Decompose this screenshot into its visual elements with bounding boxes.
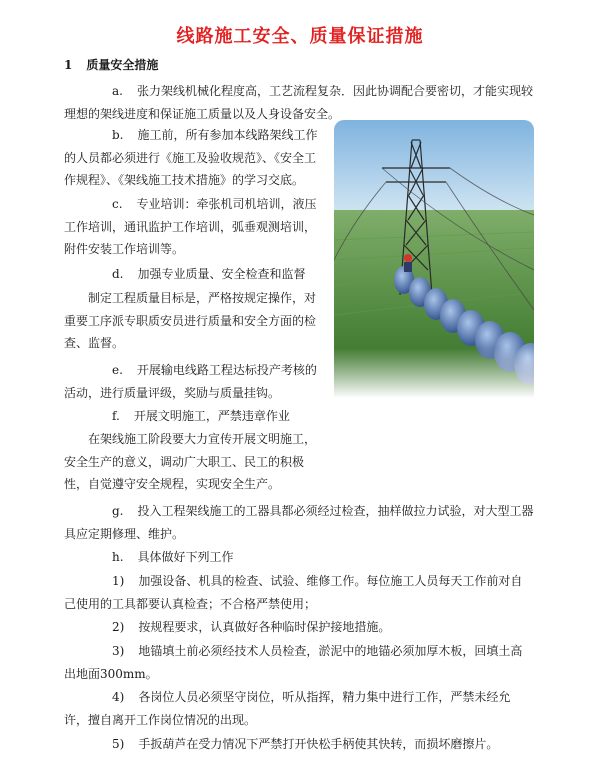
item-text: 专业培训：牵张机司机培训，液压工作培训，通讯监护工作培训，弧垂观测培训，附件安装工作培训等。 — [64, 197, 317, 256]
list-text: 地锚填土前必须经技术人员检查，淤泥中的地锚必须加厚木板，回填土高出地面300mm。 — [64, 644, 523, 681]
list-text: 各岗位人员必须坚守岗位，听从指挥，精力集中进行工作，严禁未经允许，擅自离开工作岗位情况的出现。 — [64, 690, 511, 727]
item-text: 张力架线机械化程度高，工艺流程复杂．因此协调配合要密切，才能实现较理想的架线进度和保证施工质量以及人身设备安全。 — [64, 84, 533, 121]
page-title: 线路施工安全、质量保证措施 — [176, 26, 424, 47]
item-text: 施工前，所有参加本线路架线工作的人员都必须进行《施工及验收规范》、《安全工作规程》、《架线施工技术措施》的学习交底。 — [64, 128, 318, 187]
list-item-4 — [64, 686, 534, 731]
item-label: g. — [112, 504, 124, 518]
section-label: 质量安全措施 — [86, 58, 159, 72]
item-d — [64, 263, 326, 286]
item-label: e. — [112, 363, 123, 377]
item-text: 加强专业质量、安全检查和监督 — [137, 267, 306, 281]
item-f-body: 在架线施工阶段要大力宣传开展文明施工，安全生产的意义，调动广大职工、民工的积极性，自觉遵守安全规程，实现安全生产。 — [64, 432, 317, 491]
transmission-tower-photo — [334, 120, 534, 398]
item-label: b. — [112, 128, 124, 142]
item-f — [64, 405, 326, 428]
item-c — [64, 193, 326, 261]
item-text: 投入工程架线施工的工器具都必须经过检查，抽样做拉力试验，对大型工器具应定期修理、维护。 — [64, 504, 534, 541]
item-label: f. — [112, 409, 120, 423]
list-number: 4) — [112, 690, 125, 704]
section-heading — [64, 56, 172, 73]
item-text: 开展文明施工，严禁违章作业 — [133, 409, 290, 423]
list-item-5 — [64, 733, 534, 756]
item-d-body: 制定工程质量目标是，严格按规定操作，对重要工序派专职质安员进行质量和安全方面的检查、监督。 — [64, 291, 317, 350]
item-label: d. — [112, 267, 124, 281]
list-text: 加强设备、机具的检查、试验、维修工作。每位施工人员每天工作前对自己使用的工具都要认真检查；不合格严禁使用； — [64, 574, 523, 611]
lineworker — [404, 254, 412, 272]
item-h — [64, 546, 534, 569]
item-e — [64, 359, 326, 404]
list-item-2 — [64, 616, 534, 639]
section-number: 1 — [64, 58, 73, 72]
item-text: 具体做好下列工作 — [137, 550, 234, 564]
list-number: 1) — [112, 574, 125, 588]
list-item-3 — [64, 640, 534, 685]
list-item-1 — [64, 570, 534, 615]
item-b — [64, 124, 326, 192]
list-number: 3) — [112, 644, 125, 658]
list-text: 按规程要求，认真做好各种临时保护接地措施。 — [138, 620, 391, 634]
list-text: 手扳葫芦在受力情况下严禁打开快松手柄使其快转，而损坏磨擦片。 — [138, 737, 499, 751]
item-a — [64, 80, 534, 125]
list-number: 5) — [112, 737, 125, 751]
list-number: 2) — [112, 620, 125, 634]
item-g — [64, 500, 534, 545]
item-text: 开展输电线路工程达标投产考核的活动，进行质量评级，奖励与质量挂钩。 — [64, 363, 317, 400]
item-label: h. — [112, 550, 124, 564]
item-label: a. — [112, 84, 123, 98]
item-label: c. — [112, 197, 123, 211]
